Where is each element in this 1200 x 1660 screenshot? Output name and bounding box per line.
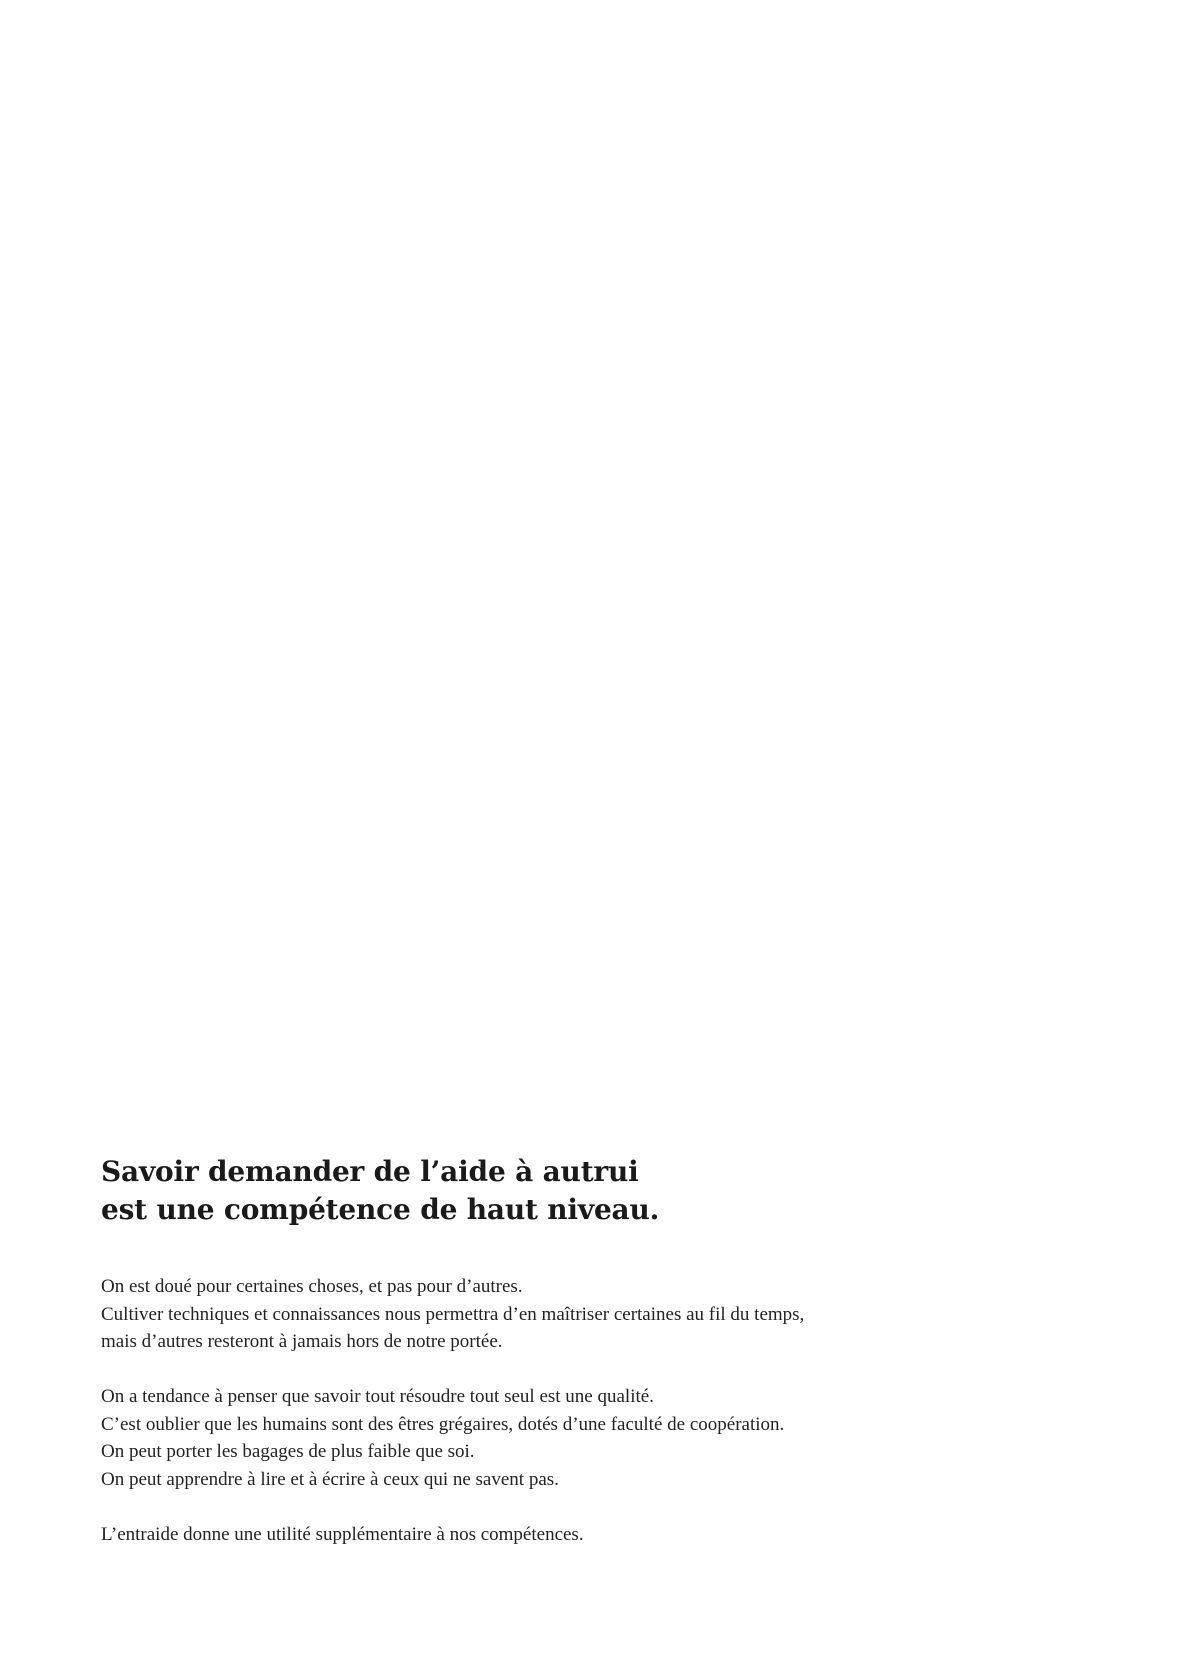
text-line: On peut porter les bagages de plus faible que soi. <box>101 1441 475 1462</box>
text-line: Cultiver techniques et connaissances nous permettra d’en maîtriser certaines au fil du temps, <box>101 1303 805 1325</box>
text-line: L’entraide donne une utilité supplémentaire à nos compétences. <box>101 1523 584 1545</box>
body-text <box>101 1273 1001 1548</box>
text-line: On a tendance à penser que savoir tout résoudre tout seul est une qualité. <box>101 1386 654 1407</box>
paragraph-3 <box>101 1521 1001 1549</box>
text-line: mais d’autres resteront à jamais hors de notre portée. <box>101 1331 503 1352</box>
page-title <box>101 1153 1001 1229</box>
text-line: C’est oublier que les humains sont des êtres grégaires, dotés d’une faculté de coopération. <box>101 1413 785 1435</box>
text-line: On est doué pour certaines choses, et pas pour d’autres. <box>101 1276 523 1297</box>
paragraph-2 <box>101 1383 1001 1493</box>
text-line: On peut apprendre à lire et à écrire à ceux qui ne savent pas. <box>101 1468 559 1490</box>
title-line-2: est une compétence de haut niveau. <box>101 1193 660 1226</box>
title-line-1: Savoir demander de l’aide à autrui <box>101 1155 639 1188</box>
paragraph-1 <box>101 1273 1001 1356</box>
text-block <box>101 1153 1001 1576</box>
